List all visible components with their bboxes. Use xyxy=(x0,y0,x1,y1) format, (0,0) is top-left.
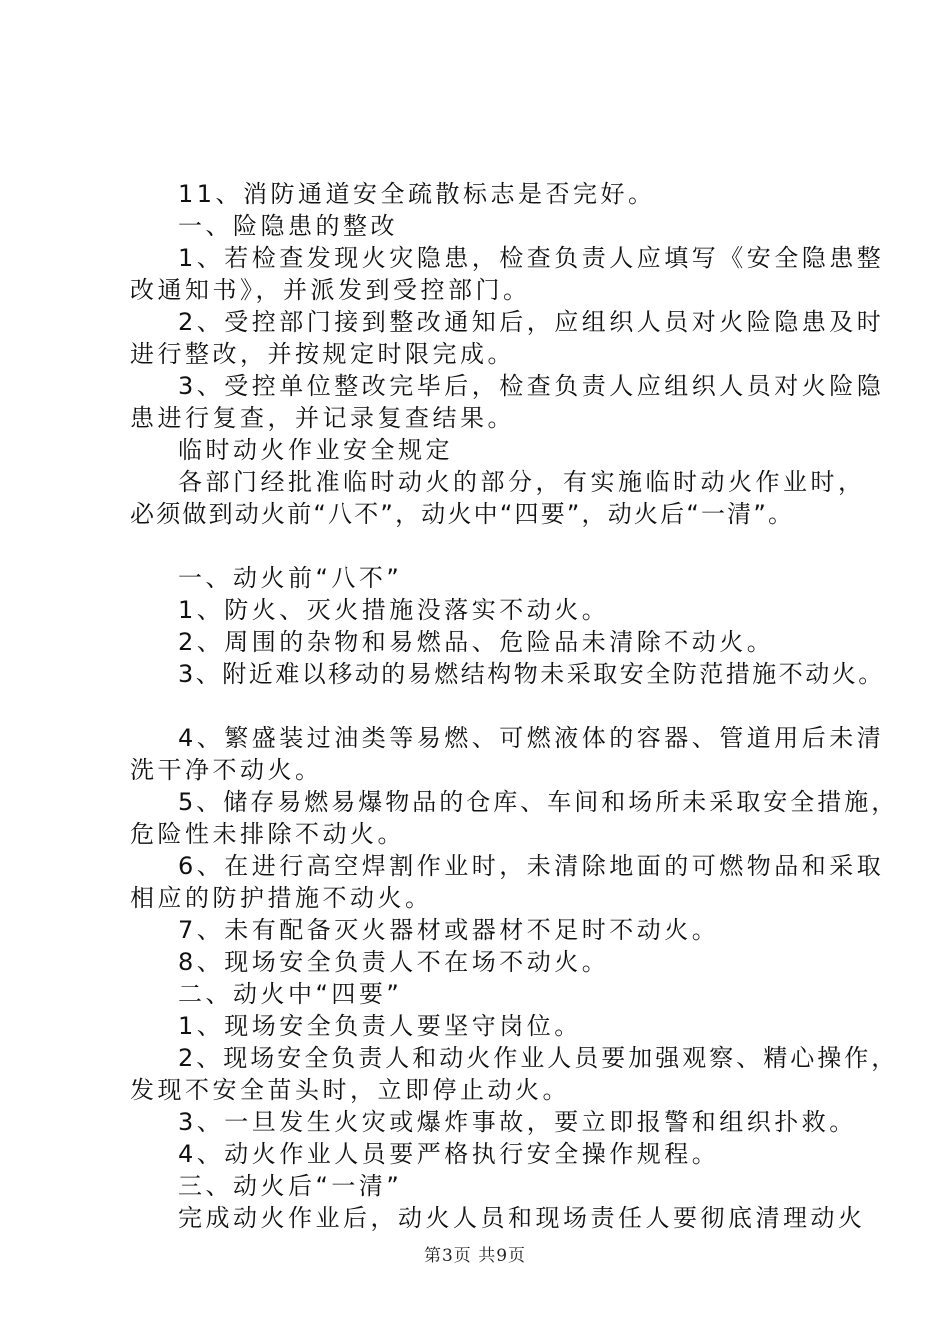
text-line: 洗干净不动火。 xyxy=(130,756,323,784)
text-line: 2、受控部门接到整改通知后，应组织人员对火险隐患及时 xyxy=(178,308,885,336)
page-number-footer: 第3页 共9页 xyxy=(423,1246,527,1266)
text-line: 1、若检查发现火灾隐患，检查负责人应填写《安全隐患整 xyxy=(178,244,885,272)
text-line: 2、现场安全负责人和动火作业人员要加强观察、精心操作， xyxy=(178,1044,899,1072)
text-line: 1、现场安全负责人要坚守岗位。 xyxy=(178,1012,582,1040)
text-line: 完成动火作业后，动火人员和现场责任人要彻底清理动火 xyxy=(178,1204,866,1232)
section-heading: 三、动火后“一清” xyxy=(178,1172,403,1200)
text-line: 4、动火作业人员要严格执行安全操作规程。 xyxy=(178,1140,720,1168)
text-line: 必须做到动火前“八不”，动火中“四要”，动火后“一清”。 xyxy=(130,500,795,528)
text-line: 改通知书》，并派发到受控部门。 xyxy=(130,276,531,304)
text-line: 3、受控单位整改完毕后，检查负责人应组织人员对火险隐 xyxy=(178,372,885,400)
text-line: 4、繁盛装过油类等易燃、可燃液体的容器、管道用后未清 xyxy=(178,724,885,752)
text-line: 3、一旦发生火灾或爆炸事故，要立即报警和组织扑救。 xyxy=(178,1108,857,1136)
text-line: 3、附近难以移动的易燃结构物未采取安全防范措施不动火。 xyxy=(178,660,885,688)
text-line: 5、储存易燃易爆物品的仓库、车间和场所未采取安全措施， xyxy=(178,788,899,816)
text-line: 7、未有配备灭火器材或器材不足时不动火。 xyxy=(178,916,720,944)
text-line: 危险性未排除不动火。 xyxy=(130,820,405,848)
text-line: 相应的防护措施不动火。 xyxy=(130,884,433,912)
text-line: 6、在进行高空焊割作业时，未清除地面的可燃物品和采取 xyxy=(178,852,885,880)
section-heading: 二、动火中“四要” xyxy=(178,980,403,1008)
text-line: 8、现场安全负责人不在场不动火。 xyxy=(178,948,610,976)
text-line: 各部门经批准临时动火的部分，有实施临时动火作业时， xyxy=(178,468,866,496)
text-line: 进行整改，并按规定时限完成。 xyxy=(130,340,515,368)
text-line: 患进行复查，并记录复查结果。 xyxy=(130,404,515,432)
text-line: 1、防火、灭火措施没落实不动火。 xyxy=(178,596,610,624)
section-heading: 一、动火前“八不” xyxy=(178,564,403,592)
section-heading: 一、险隐患的整改 xyxy=(178,212,398,240)
text-line: 11、消防通道安全疏散标志是否完好。 xyxy=(178,180,656,208)
text-line: 2、周围的杂物和易燃品、危险品未清除不动火。 xyxy=(178,628,775,656)
section-heading: 临时动火作业安全规定 xyxy=(178,436,453,464)
text-line: 发现不安全苗头时，立即停止动火。 xyxy=(130,1076,570,1104)
